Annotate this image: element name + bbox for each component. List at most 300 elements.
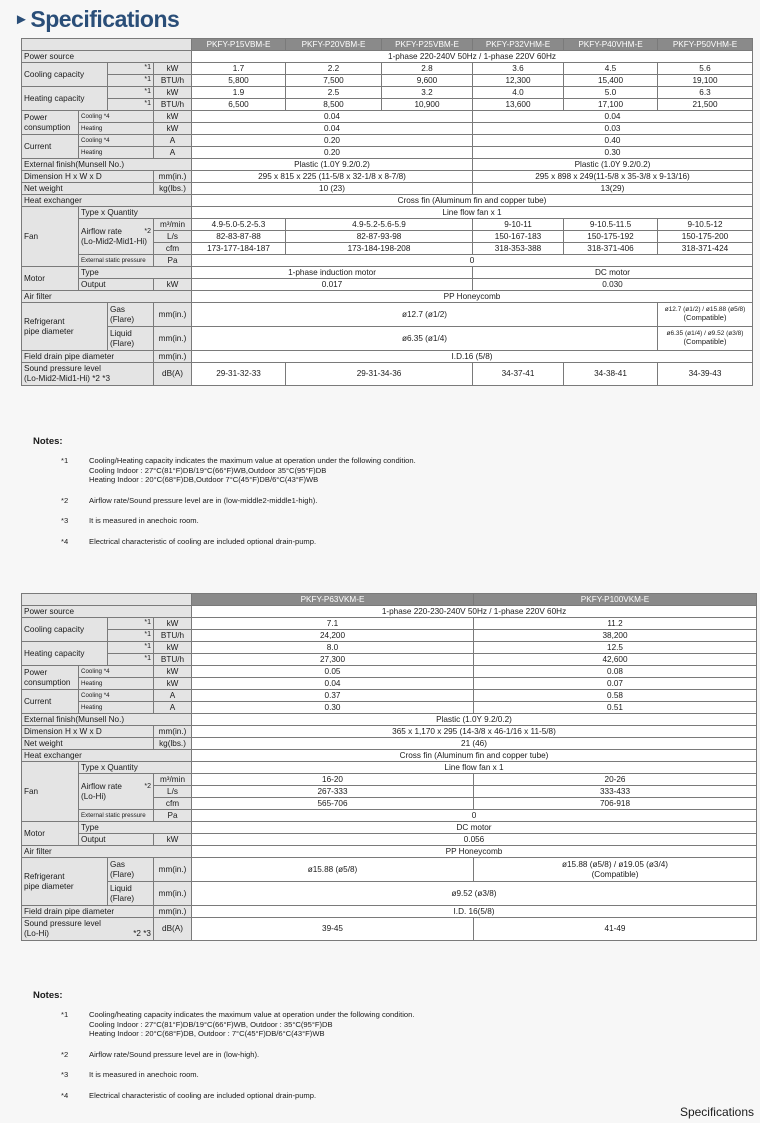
cell-value: 150-167-183 (473, 231, 564, 243)
unit-label: L/s (154, 231, 192, 243)
heating-capacity-row (22, 87, 753, 99)
cell-value: 9-10.5-11.5 (564, 219, 658, 231)
unit-label: kW (154, 87, 192, 99)
label-line: (Flare) (110, 338, 135, 348)
unit-label: cfm (154, 798, 192, 810)
note-mark: *3 (61, 516, 69, 525)
note-mark: *1 (108, 63, 154, 75)
cell-value: 1.7 (192, 63, 286, 75)
cell-value: Plastic (1.0Y 9.2/0.2) (192, 714, 757, 726)
cell-value: 0.20 (192, 135, 473, 147)
row-label (22, 363, 154, 386)
cell-value: 9-10-11 (473, 219, 564, 231)
external-finish-row (22, 714, 757, 726)
cell-value: 0.030 (473, 279, 753, 291)
row-label: Air filter (22, 846, 192, 858)
cell-value: 0.20 (192, 147, 473, 159)
sound-pressure-row (22, 918, 757, 941)
current-cooling-row (22, 135, 753, 147)
model-name: PKFY-P40VHM-E (564, 39, 658, 51)
unit-label: dB(A) (154, 363, 192, 386)
unit-label: kW (154, 642, 192, 654)
label-line: Airflow rate (81, 781, 122, 791)
label-line: Power (24, 112, 48, 122)
cell-value: 34-37-41 (473, 363, 564, 386)
model-name: PKFY-P50VHM-E (658, 39, 753, 51)
row-label: Fan (22, 762, 79, 822)
cell-value: 333-433 (474, 786, 757, 798)
note-item (61, 537, 416, 547)
cell-value: 12,300 (473, 75, 564, 87)
note-text: Electrical characteristic of cooling are included optional drain-pump. (89, 536, 317, 546)
cell-line: (Compatible) (591, 869, 639, 879)
refrigerant-liquid-row (22, 882, 757, 906)
row-label: Power source (22, 51, 192, 63)
sub-label: External static pressure (79, 255, 154, 267)
row-label: Field drain pipe diameter (22, 906, 154, 918)
cell-value: Cross fin (Aluminum fin and copper tube) (192, 750, 757, 762)
cell-line: ø15.88 (ø5/8) / ø19.05 (ø3/4) (561, 859, 669, 869)
cell-value: 0 (192, 255, 753, 267)
heat-exchanger-row (22, 195, 753, 207)
label-line: Gas (110, 859, 126, 869)
sub-label: Type x Quantity (79, 207, 192, 219)
cell-value: 0.03 (473, 123, 753, 135)
sub-label (79, 219, 154, 255)
cell-value: 4.0 (473, 87, 564, 99)
label-line: (Lo-Mid2-Mid1-Hi) (81, 236, 147, 246)
cell-value: I.D.16 (5/8) (192, 351, 753, 363)
cooling-capacity-btu-row (22, 75, 753, 87)
cell-value: 0.04 (192, 111, 473, 123)
label-line: consumption (24, 122, 71, 132)
cell-value: 173-184-198-208 (286, 243, 473, 255)
unit-label: mm(in.) (154, 726, 192, 738)
cell-value: 0.05 (192, 666, 474, 678)
motor-output-row (22, 279, 753, 291)
note-text: Cooling/heating capacity indicates the maximum value at operation under the following condition. Cooling Indoor : 27°C(81°F)DB/19°C(66°F)WB, Outdoor : 35°C(95°F)DB Heating Indoor : 20°C(68°F)DB, Outdoor : 7°C(45°F)DB/6°C(43°F)WB (89, 1010, 415, 1038)
note-text: Electrical characteristic of cooling are included optional drain-pump. (89, 1090, 317, 1100)
note-mark: *1 (108, 75, 154, 87)
label-line: Power (24, 667, 48, 677)
note-mark: *2 (61, 1049, 69, 1059)
air-filter-row (22, 846, 757, 858)
sub-label: External static pressure (79, 810, 154, 822)
label-line: (Lo-Mid2-Mid1-Hi) *2 *3 (24, 374, 110, 383)
air-filter-row (22, 291, 753, 303)
row-label: Dimension H x W x D (22, 726, 154, 738)
unit-label: BTU/h (154, 630, 192, 642)
cell-line: (Compatible) (683, 313, 727, 322)
cell-value: 267-333 (192, 786, 474, 798)
model-name: PKFY-P25VBM-E (382, 39, 473, 51)
note-item (61, 1010, 414, 1039)
cell-value: 0 (192, 810, 757, 822)
unit-label: mm(in.) (154, 882, 192, 906)
sub-label: Output (79, 834, 154, 846)
note-mark: *4 (61, 1090, 69, 1100)
fan-type-row (22, 207, 753, 219)
cell-value: Line flow fan x 1 (192, 207, 753, 219)
cell-value: 2.5 (286, 87, 382, 99)
row-label: Heat exchanger (22, 195, 192, 207)
cell-value: ø6.35 (ø1/4) (192, 327, 658, 351)
unit-label: mm(in.) (154, 858, 192, 882)
row-label: Motor (22, 267, 79, 291)
cell-value: 5.6 (658, 63, 753, 75)
sub-label: Output (79, 279, 154, 291)
cell-value: ø9.52 (ø3/8) (192, 882, 757, 906)
sub-label: Heating (79, 702, 154, 714)
cell-value: 21,500 (658, 99, 753, 111)
note-item (61, 1070, 414, 1080)
cell-value: 565-706 (192, 798, 474, 810)
cell-value: 5,800 (192, 75, 286, 87)
cell-value: Plastic (1.0Y 9.2/0.2) (473, 159, 753, 171)
sub-label (108, 327, 154, 351)
note-text: Airflow rate/Sound pressure level are in (low-high). (89, 1049, 260, 1059)
unit-label: kW (154, 111, 192, 123)
cell-value: 1.9 (192, 87, 286, 99)
model-name: PKFY-P15VBM-E (192, 39, 286, 51)
cell-value: 20-26 (474, 774, 757, 786)
cell-value: ø12.7 (ø1/2) (192, 303, 658, 327)
cooling-capacity-row (22, 618, 757, 630)
cell-value: 318-371-406 (564, 243, 658, 255)
note-text: It is measured in anechoic room. (89, 516, 199, 525)
note-mark: *1 (108, 87, 154, 99)
model-header-row (22, 39, 753, 51)
cell-value: PP Honeycomb (192, 291, 753, 303)
heat-exchanger-row (22, 750, 757, 762)
refrigerant-gas-row (22, 858, 757, 882)
cell-value: 0.04 (192, 123, 473, 135)
label-line: Sound pressure level (24, 919, 101, 928)
unit-label: kW (154, 63, 192, 75)
refrigerant-liquid-row (22, 327, 753, 351)
sub-label: Type x Quantity (79, 762, 192, 774)
unit-label: Pa (154, 255, 192, 267)
unit-label: BTU/h (154, 75, 192, 87)
cell-value: 0.08 (474, 666, 757, 678)
model-name: PKFY-P63VKM-E (192, 594, 474, 606)
unit-label: A (154, 147, 192, 159)
cell-value: 295 x 898 x 249(11-5/8 x 35-3/8 x 9-13/16) (473, 171, 753, 183)
cell-value: 13(29) (473, 183, 753, 195)
unit-label: kW (154, 618, 192, 630)
unit-label: A (154, 690, 192, 702)
unit-label: kW (154, 666, 192, 678)
row-label: Field drain pipe diameter (22, 351, 154, 363)
cell-value (474, 858, 757, 882)
cell-value: 2.2 (286, 63, 382, 75)
cell-value: 41-49 (474, 918, 757, 941)
row-label: Net weight (22, 738, 154, 750)
cell-value: 4.9-5.2-5.6-5.9 (286, 219, 473, 231)
cell-value: DC motor (473, 267, 753, 279)
refrigerant-gas-row (22, 303, 753, 327)
cell-value: 10 (23) (192, 183, 473, 195)
row-label: Motor (22, 822, 79, 846)
cell-value: 150-175-200 (658, 231, 753, 243)
note-item (61, 496, 416, 506)
cell-value: 1-phase 220-240V 50Hz / 1-phase 220V 60Hz (192, 51, 753, 63)
row-label: Dimension H x W x D (22, 171, 154, 183)
label-line: Refrigerant (24, 316, 65, 326)
cell-value: 29-31-32-33 (192, 363, 286, 386)
page-title-text: Specifications (30, 6, 180, 32)
power-source-row (22, 51, 753, 63)
cell-value: 0.51 (474, 702, 757, 714)
unit-label: mm(in.) (154, 327, 192, 351)
unit-label: kW (154, 279, 192, 291)
cell-value: 38,200 (474, 630, 757, 642)
unit-label: kW (154, 123, 192, 135)
row-label (22, 666, 79, 690)
cell-value: 9-10.5-12 (658, 219, 753, 231)
drain-pipe-row (22, 351, 753, 363)
note-mark: *1 (108, 99, 154, 111)
cell-value: 0.37 (192, 690, 474, 702)
sub-label (79, 774, 154, 810)
cell-value: 27,300 (192, 654, 474, 666)
current-cooling-row (22, 690, 757, 702)
cell-value: 11.2 (474, 618, 757, 630)
cell-value: 706-918 (474, 798, 757, 810)
spec-table-vkm (21, 593, 757, 941)
note-mark: *1 (108, 642, 154, 654)
cell-value: 0.04 (473, 111, 753, 123)
cell-value: 6,500 (192, 99, 286, 111)
cell-value: DC motor (192, 822, 757, 834)
unit-label: mm(in.) (154, 303, 192, 327)
arrow-right-icon: ► (14, 11, 29, 28)
label-line: (Flare) (110, 869, 135, 879)
page-footer: Specifications (679, 1105, 754, 1119)
heating-capacity-btu-row (22, 654, 757, 666)
unit-label: L/s (154, 786, 192, 798)
label-line: Refrigerant (24, 871, 65, 881)
power-consumption-cooling-row (22, 666, 757, 678)
cell-value: 13,600 (473, 99, 564, 111)
sub-label: Type (79, 267, 192, 279)
label-line: Airflow rate (81, 226, 122, 236)
page-title (14, 6, 179, 33)
cell-value: 4.9-5.0-5.2-5.3 (192, 219, 286, 231)
cell-value: 295 x 815 x 225 (11-5/8 x 32-1/8 x 8-7/8) (192, 171, 473, 183)
note-mark: *2 (144, 227, 151, 235)
sub-label (108, 303, 154, 327)
label-line: (Flare) (110, 893, 135, 903)
model-name: PKFY-P20VBM-E (286, 39, 382, 51)
heating-capacity-btu-row (22, 99, 753, 111)
row-label: Fan (22, 207, 79, 267)
cell-value: 9,600 (382, 75, 473, 87)
note-text: Cooling/Heating capacity indicates the maximum value at operation under the following condition. Cooling Indoor : 27°C(81°F)DB/19°C(66°F)WB,Outdoor 35°C(95°F)DB Heating Indoor : 20°C(68°F)DB,Outdoor 7°C(45°F)DB/6°C(43°F)WB (89, 456, 416, 484)
sub-label: Type (79, 822, 192, 834)
cell-value: 3.2 (382, 87, 473, 99)
unit-label: mm(in.) (154, 171, 192, 183)
unit-label: cfm (154, 243, 192, 255)
cell-value: 0.017 (192, 279, 473, 291)
cell-value: 0.04 (192, 678, 474, 690)
row-label: Air filter (22, 291, 192, 303)
fan-type-row (22, 762, 757, 774)
cell-value: 82-87-93-98 (286, 231, 473, 243)
row-label: Heating capacity (22, 642, 108, 666)
label-line: pipe diameter (24, 881, 74, 891)
note-text: It is measured in anechoic room. (89, 1070, 199, 1079)
dimension-row (22, 171, 753, 183)
label-line: Gas (110, 304, 126, 314)
sub-label: Cooling *4 (79, 111, 154, 123)
external-static-pressure-row (22, 255, 753, 267)
note-mark: *3 (61, 1070, 69, 1079)
cell-value: Plastic (1.0Y 9.2/0.2) (192, 159, 473, 171)
cell-value: 12.5 (474, 642, 757, 654)
cell-value: 6.3 (658, 87, 753, 99)
airflow-m3-row (22, 219, 753, 231)
cell-value: 0.58 (474, 690, 757, 702)
net-weight-row (22, 738, 757, 750)
cell-value: 150-175-192 (564, 231, 658, 243)
sub-label: Heating (79, 678, 154, 690)
airflow-m3-row (22, 774, 757, 786)
label-line: Liquid (110, 328, 132, 338)
sub-label: Cooling *4 (79, 666, 154, 678)
label-line: (Flare) (110, 314, 135, 324)
notes-title: Notes: (33, 436, 63, 447)
note-mark: *1 (108, 618, 154, 630)
cell-value: 24,200 (192, 630, 474, 642)
label-line: (Lo-Hi) (81, 791, 107, 801)
note-mark: *1 (61, 1010, 69, 1019)
row-label: Heat exchanger (22, 750, 192, 762)
row-label: Net weight (22, 183, 154, 195)
cell-value: 365 x 1,170 x 295 (14-3/8 x 46-1/16 x 11-5/8) (192, 726, 757, 738)
unit-label: BTU/h (154, 99, 192, 111)
dimension-row (22, 726, 757, 738)
notes-section (33, 990, 414, 1111)
current-heating-row (22, 147, 753, 159)
cell-value: 21 (46) (192, 738, 757, 750)
note-mark: *1 (61, 456, 69, 465)
label-line: pipe diameter (24, 326, 74, 336)
unit-label: kW (154, 678, 192, 690)
unit-label: A (154, 135, 192, 147)
model-name: PKFY-P32VHM-E (473, 39, 564, 51)
note-mark: *4 (61, 536, 69, 546)
cell-value: 318-353-388 (473, 243, 564, 255)
cell-value: 17,100 (564, 99, 658, 111)
model-name: PKFY-P100VKM-E (474, 594, 757, 606)
row-label: Current (22, 135, 79, 159)
power-consumption-heating-row (22, 678, 757, 690)
cell-value: 0.07 (474, 678, 757, 690)
row-label: External finish(Munsell No.) (22, 714, 192, 726)
cell-value: 3.6 (473, 63, 564, 75)
notes-title: Notes: (33, 990, 63, 1001)
note-item (61, 516, 416, 526)
cell-value: Cross fin (Aluminum fin and copper tube) (192, 195, 753, 207)
unit-label: kg(lbs.) (154, 183, 192, 195)
unit-label: kg(lbs.) (154, 738, 192, 750)
unit-label: A (154, 702, 192, 714)
cell-value: 42,600 (474, 654, 757, 666)
row-label: External finish(Munsell No.) (22, 159, 192, 171)
unit-label: Pa (154, 810, 192, 822)
note-mark: *1 (108, 630, 154, 642)
sub-label: Cooling *4 (79, 690, 154, 702)
note-mark: *2 *3 (133, 929, 151, 938)
row-label: Heating capacity (22, 87, 108, 111)
spec-table-vbm-vhm (21, 38, 753, 386)
sub-label: Heating (79, 123, 154, 135)
label-line: (Lo-Hi) (24, 929, 50, 938)
motor-type-row (22, 822, 757, 834)
cell-value: 2.8 (382, 63, 473, 75)
cell-value: 10,900 (382, 99, 473, 111)
sub-label (108, 858, 154, 882)
net-weight-row (22, 183, 753, 195)
cell-value: 1-phase induction motor (192, 267, 473, 279)
note-item (61, 1091, 414, 1101)
motor-output-row (22, 834, 757, 846)
row-label: Power source (22, 606, 192, 618)
cell-value: 39-45 (192, 918, 474, 941)
sound-pressure-row (22, 363, 753, 386)
power-consumption-heating-row (22, 123, 753, 135)
cell-value: 173-177-184-187 (192, 243, 286, 255)
cell-value: 318-371-424 (658, 243, 753, 255)
cell-value (658, 327, 753, 351)
cell-value: 19,100 (658, 75, 753, 87)
cell-line: (Compatible) (683, 337, 727, 346)
label-line: Sound pressure level (24, 364, 101, 373)
cell-value: ø15.88 (ø5/8) (192, 858, 474, 882)
note-item (61, 456, 416, 485)
external-finish-row (22, 159, 753, 171)
row-label: Current (22, 690, 79, 714)
cell-value: 82-83-87-88 (192, 231, 286, 243)
row-label: Cooling capacity (22, 63, 108, 87)
cell-value: 0.30 (192, 702, 474, 714)
cell-value: 29-31-34-36 (286, 363, 473, 386)
external-static-pressure-row (22, 810, 757, 822)
cell-value: 34-38-41 (564, 363, 658, 386)
note-text: Airflow rate/Sound pressure level are in (low-middle2-middle1-high). (89, 495, 318, 505)
unit-label: m³/min (154, 219, 192, 231)
row-label: Cooling capacity (22, 618, 108, 642)
motor-type-row (22, 267, 753, 279)
label-line: consumption (24, 677, 71, 687)
cell-value: PP Honeycomb (192, 846, 757, 858)
heating-capacity-row (22, 642, 757, 654)
cell-value: 34-39-43 (658, 363, 753, 386)
row-label (22, 858, 108, 906)
model-header-row (22, 594, 757, 606)
row-label (22, 111, 79, 135)
cell-line: ø6.35 (ø1/4) / ø9.52 (ø3/8) (666, 330, 744, 337)
cell-value: 8,500 (286, 99, 382, 111)
current-heating-row (22, 702, 757, 714)
cell-value: Line flow fan x 1 (192, 762, 757, 774)
cell-value: 7,500 (286, 75, 382, 87)
cell-line: ø12.7 (ø1/2) / ø15.88 (ø5/8) (664, 306, 746, 313)
unit-label: mm(in.) (154, 351, 192, 363)
cooling-capacity-btu-row (22, 630, 757, 642)
cell-value: 1-phase 220-230-240V 50Hz / 1-phase 220V 60Hz (192, 606, 757, 618)
